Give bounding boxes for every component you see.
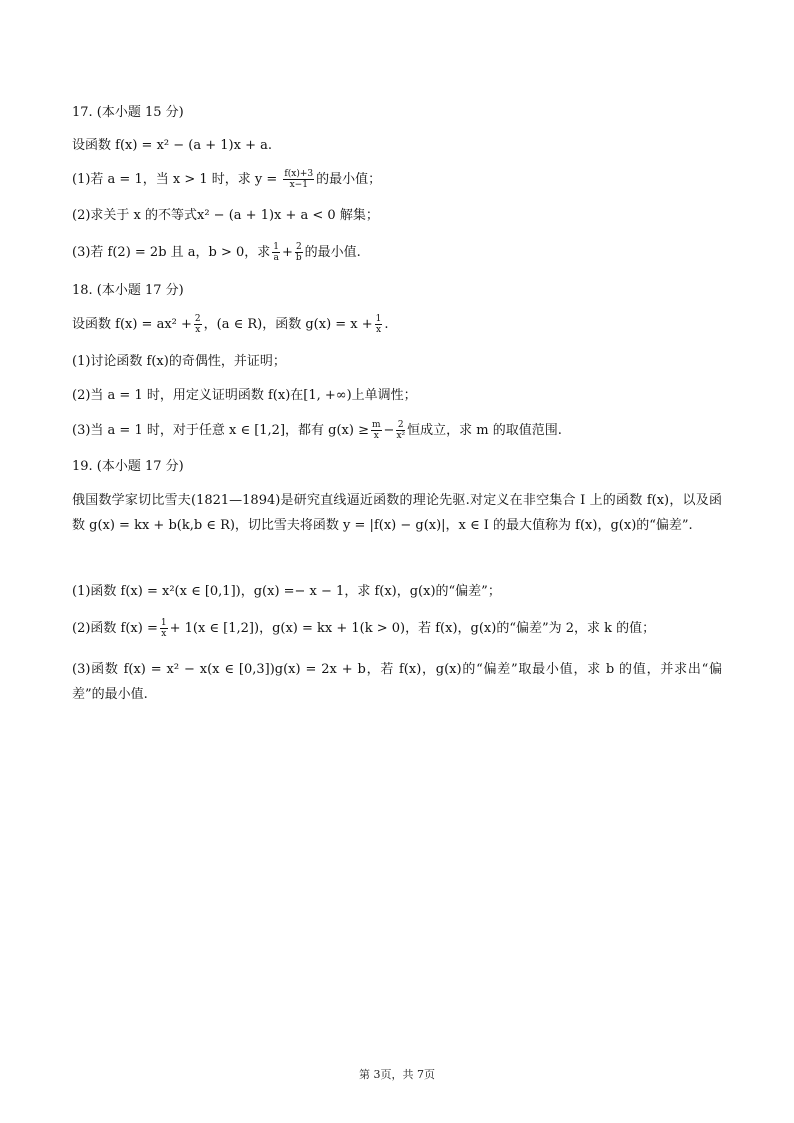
q19-header: 19. (本小题 17 分) <box>72 459 184 474</box>
fraction-denominator: a <box>273 253 279 263</box>
q17-part-2: (2)求关于 x 的不等式x² − (a + 1)x + a < 0 解集； <box>72 208 379 223</box>
fraction-denominator: x <box>195 325 201 335</box>
q19-stem: 俄国数学家切比雪夫(1821—1894)是研究直线逼近函数的理论先驱.对定义在非空集合 I 上的函数 f(x)，以及函数 g(x) = kx + b(k,b ∈ R)，切比雪夫将函数 y = |f(x) − g(x)|，x ∈ I 的最大值称为 f(x)，g(x)的“偏差”. <box>72 493 722 533</box>
q18-stem-tail: . <box>384 317 389 332</box>
fraction-denominator: x² <box>396 431 406 441</box>
fraction-numerator: 1 <box>273 242 280 252</box>
q17-part-3-text: (3)若 f(2) = 2b 且 a，b > 0，求 <box>72 245 271 260</box>
q17-part-1-text: (1)若 a = 1，当 x > 1 时，求 y = <box>72 172 278 187</box>
q18-stem-text: 设函数 f(x) = ax² + <box>72 317 192 332</box>
minus-sign: − <box>383 423 395 438</box>
q18-stem-fraction-g <box>375 314 383 335</box>
q19-part-2-fraction <box>160 618 168 639</box>
fraction-denominator: x <box>375 325 382 335</box>
q17-part-3 <box>72 242 361 263</box>
q19-part-3: (3)函数 f(x) = x² − x(x ∈ [0,3])g(x) = 2x + b，若 f(x)，g(x)的“偏差”取最小值，求 b 的值，并求出“偏差”的最小值. <box>72 662 722 702</box>
q19-part-2 <box>72 618 655 639</box>
q18-part-3-fraction-2 <box>396 420 405 441</box>
q17-part-1-fraction <box>283 169 314 190</box>
q17-part-3-fraction-2 <box>295 242 303 263</box>
q19-part-1: (1)函数 f(x) = x²(x ∈ [0,1])，g(x) =− x − 1，求 f(x)，g(x)的“偏差”； <box>72 584 501 599</box>
q18-stem-fraction-f <box>194 314 202 335</box>
q18-part-2: (2)当 a = 1 时，用定义证明函数 f(x)在[1, +∞)上单调性； <box>72 388 417 403</box>
fraction-numerator: m <box>371 420 381 430</box>
q17-part-1-tail: 的最小值； <box>316 172 382 187</box>
plus-sign: + <box>282 245 293 260</box>
fraction-denominator: b <box>295 253 302 263</box>
fraction-denominator: x <box>161 629 167 639</box>
fraction-numerator: 1 <box>160 618 167 628</box>
q17-header: 17. (本小题 15 分) <box>72 105 184 120</box>
q18-part-3-tail: 恒成立，求 m 的取值范围. <box>407 423 562 438</box>
q17-part-3-tail: 的最小值. <box>304 245 361 260</box>
page-number-footer: 第 3页，共 7页 <box>359 1068 435 1081</box>
fraction-numerator: 2 <box>397 420 404 430</box>
q17-part-1 <box>72 169 381 190</box>
q17-stem: 设函数 f(x) = x² − (a + 1)x + a. <box>72 138 272 153</box>
fraction-numerator: f(x)+3 <box>284 169 314 179</box>
fraction-denominator: x <box>373 431 379 441</box>
fraction-numerator: 2 <box>295 242 302 252</box>
q18-header: 18. (本小题 17 分) <box>72 283 184 298</box>
fraction-numerator: 2 <box>194 314 201 324</box>
fraction-denominator: x−1 <box>289 180 308 190</box>
fraction-numerator: 1 <box>375 314 382 324</box>
q17-part-3-fraction-1 <box>272 242 280 263</box>
q19-part-2-text: (2)函数 f(x) = <box>72 621 158 636</box>
q19-part-2-tail: + 1(x ∈ [1,2])，g(x) = kx + 1(k > 0)，若 f(x)，g(x)的“偏差”为 2，求 k 的值； <box>169 621 656 636</box>
q18-part-1: (1)讨论函数 f(x)的奇偶性，并证明； <box>72 354 286 369</box>
q18-part-3-text: (3)当 a = 1 时，对于任意 x ∈ [1,2]，都有 g(x) ≥ <box>72 423 369 438</box>
q18-part-3-fraction-1 <box>371 420 382 441</box>
q18-stem-mid: ，(a ∈ R)，函数 g(x) = x + <box>203 317 373 332</box>
q18-part-3 <box>72 420 562 441</box>
q18-stem <box>72 314 389 335</box>
